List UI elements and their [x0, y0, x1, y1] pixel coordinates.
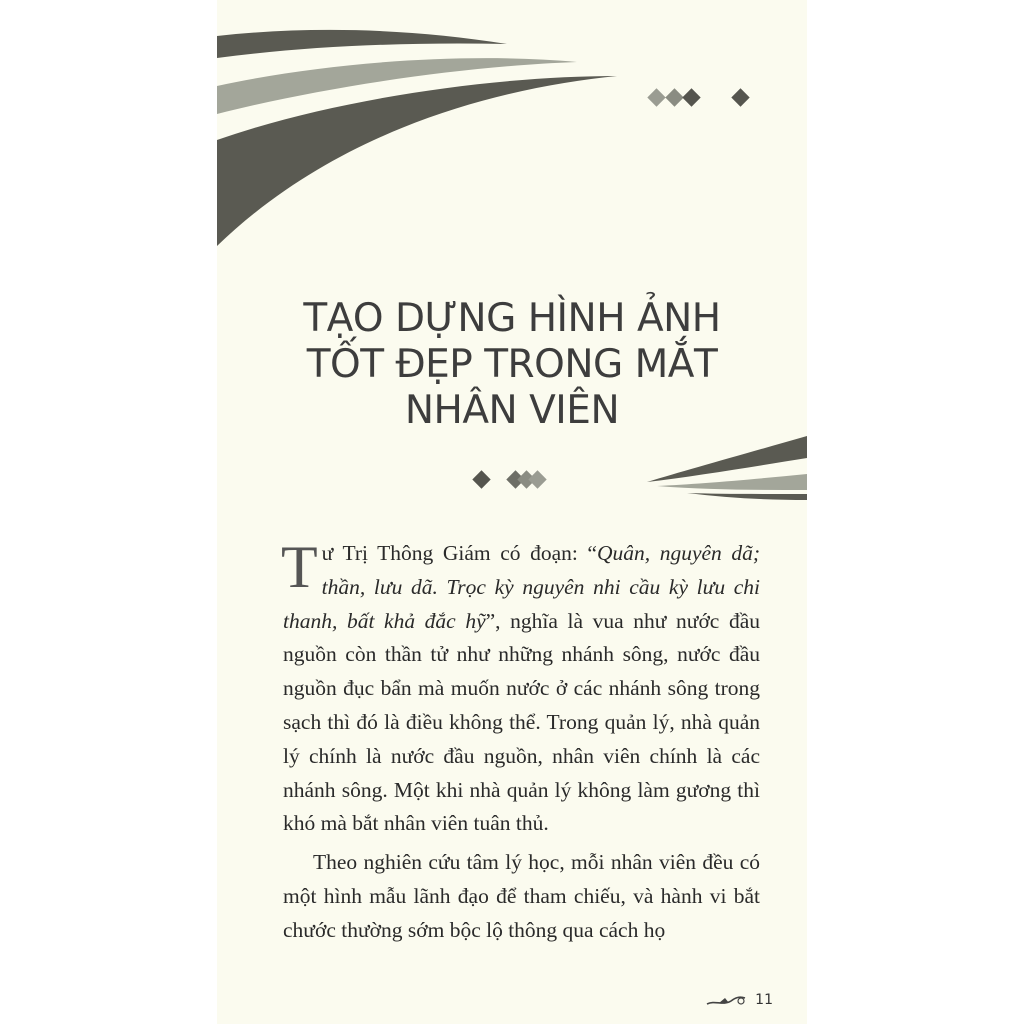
- paragraph: [281, 534, 761, 841]
- italic-quote: Quân, nguyên dã; thần, lưu dã. Trọc kỳ nguyên nhi cầu kỳ lưu chi thanh, bất khả đắc hỹ: [283, 541, 761, 633]
- book-page: [217, 0, 807, 1024]
- paragraph-text: ”, nghĩa là vua như nước đầu nguồn còn thần tử như những nhánh sông, nước đầu nguồn đục bẩn mà muốn nước ở các nhánh sông trong sạch thì đó là điều không thể. Trong quản lý, nhà quản lý chính là nước đầu nguồn, nhân viên chính là các nhánh sông. Một khi nhà quản lý không làm gương thì khó mà bắt nhân viên tuân thủ.: [283, 608, 760, 836]
- page-number: 11: [755, 992, 773, 1008]
- paragraph: Theo nghiên cứu tâm lý học, mỗi nhân viên đều có một hình mẫu lãnh đạo để tham chiếu, và hành vi bắt chước thường sớm bộc lộ thông qua cách họ: [283, 850, 760, 942]
- body-text: [281, 534, 761, 948]
- chapter-title-line: NHÂN VIÊN: [404, 388, 620, 433]
- ornament-icon: [705, 992, 751, 1008]
- chapter-title-line: TỐT ĐẸP TRONG MẮT: [306, 342, 718, 387]
- page-footer: [705, 992, 773, 1008]
- paragraph-text: ư Trị Thông Giám có đoạn: “: [321, 541, 597, 565]
- chapter-title-line: TẠO DỰNG HÌNH ẢNH: [303, 296, 721, 341]
- bottom-swoosh-decoration: [217, 0, 807, 520]
- drop-cap: T: [281, 534, 318, 600]
